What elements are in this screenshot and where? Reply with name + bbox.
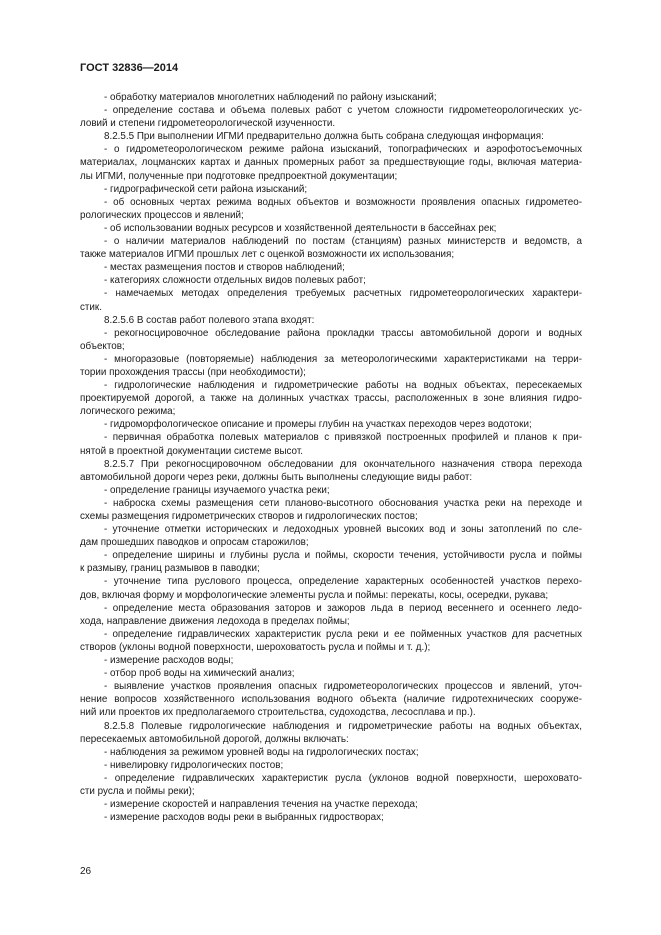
text-line: - первичная обработка полевых материалов с привязкой построенных профилей и планов к при- [104, 432, 582, 444]
text-line: логического режима; [80, 406, 176, 418]
text-line: также материалов ИГМИ прошлых лет с оценкой возможности их использования; [80, 249, 455, 261]
text-line: пересекаемых автомобильной дорогой, должны включать: [80, 733, 349, 745]
text-line: объектов; [80, 340, 125, 352]
text-line: - о гидрометеорологическом режиме района изысканий, топографических и аэрофотосъемочных [104, 144, 582, 156]
document-header: ГОСТ 32836—2014 [80, 62, 179, 74]
text-line: - наблюдения за режимом уровней воды на гидрологических постах; [104, 746, 419, 758]
text-line: - об основных чертах режима водных объектов и возможности проявления опасных гидрометео- [104, 196, 582, 208]
text-line: - нивелировку гидрологических постов; [104, 759, 284, 771]
text-line: - определение границы изучаемого участка реки; [104, 484, 330, 496]
text-line: - измерение расходов воды; [104, 655, 234, 667]
text-line: сти русла и поймы реки); [80, 785, 195, 797]
text-line: автомобильной дороги через реки, должны быть выполнены следующие виды работ: [80, 471, 473, 483]
text-line: - об использовании водных ресурсов и хозяйственной деятельности в бассейнах рек; [104, 222, 497, 234]
text-line: - измерение скоростей и направления течения на участке перехода; [104, 799, 418, 811]
text-line: - измерение расходов воды реки в выбранных гидростворах; [104, 812, 384, 824]
text-line: - уточнение типа руслового процесса, определение характерных особенностей участков перехо- [104, 576, 582, 588]
text-line: 8.2.5.5 При выполнении ИГМИ предварительно должна быть собрана следующая информация: [104, 131, 544, 143]
text-line: тории прохождения трассы (при необходимости); [80, 366, 306, 378]
text-line: 8.2.5.6 В состав работ полевого этапа входят: [104, 314, 315, 326]
text-line: - определение ширины и глубины русла и поймы, скорости течения, устойчивости русла и поймы [104, 550, 582, 562]
text-line: створов (уклоны водной поверхности, шероховатость русла и поймы и т. д.); [80, 641, 431, 653]
text-line: материалах, лоцманских картах и данных промерных работ за предшествующие годы, включая материа- [80, 157, 582, 169]
text-line: схемы размещения гидрометрических створов и гидрологических постов; [80, 511, 418, 522]
text-line: - определение состава и объема полевых работ с учетом сложности гидрометеорологических ус- [104, 105, 582, 117]
text-line: - определение гидравлических характеристик русла реки и ее пойменных участков для расчетных [104, 628, 582, 640]
text-line: - о наличии материалов наблюдений по постам (станциям) разных министерств и ведомств, а [104, 236, 582, 248]
text-line: - многоразовые (повторяемые) наблюдения за метеорологическими характеристиками на терри- [104, 353, 582, 365]
text-line: - уточнение отметки исторических и ледоходных уровней высоких вод и зоны затоплений по сле- [104, 524, 582, 536]
text-line: стик. [80, 301, 102, 313]
text-line: - гидрографической сети района изысканий; [104, 183, 308, 195]
text-line: - гидроморфологическое описание и промеры глубин на участках переходов через водотоки; [104, 419, 532, 431]
text-line: - рекогносцировочное обследование района прокладки трассы автомобильной дороги и водных [104, 327, 582, 339]
text-line: - обработку материалов многолетних наблюдений по району изысканий; [104, 92, 437, 103]
text-line: нятой в проектной документации системе высот. [80, 445, 303, 457]
text-line: - определение места образования заторов и зажоров льда в период весеннего и осеннего ледо- [104, 602, 582, 614]
text-line: дов, включая форму и морфологические элементы русла и поймы: перекаты, косы, осередки, рукава; [80, 589, 549, 601]
text-line: - выявление участков проявления опасных гидрометеорологических процессов и явлений, уточ- [104, 681, 582, 693]
page-number: 26 [80, 866, 92, 877]
text-line: - гидрологические наблюдения и гидрометрические работы на водных объектах, пересекаемых [104, 380, 582, 392]
text-line: - местах размещения постов и створов наблюдений; [104, 262, 345, 274]
text-line: ний или проектов их предполагаемого строительства, судоходства, лесосплава и пр.). [80, 707, 476, 719]
text-line: - наброска схемы размещения сети планово-высотного обоснования участка реки на переходе и [104, 497, 582, 509]
text-line: рологических процессов и явлений; [80, 209, 244, 221]
text-line: к размыву, границ размывов в паводки; [80, 563, 260, 575]
text-line: - отбор проб воды на химический анализ; [104, 668, 295, 680]
text-line: - намечаемых методах определения требуемых расчетных гидрометеорологических характери- [104, 288, 582, 300]
text-line: - категориях сложности отдельных видов полевых работ; [104, 275, 366, 287]
document-body [80, 91, 582, 824]
text-line: ловий и степени гидрометеорологической изученности. [80, 118, 336, 130]
text-line: хода, направление движения ледохода в пределах поймы; [80, 615, 350, 627]
text-line: нение вопросов хозяйственного использования водного объекта (наличие гидротехнических сооруже- [80, 694, 582, 706]
text-line: лы ИГМИ, полученные при подготовке предпроектной документации; [80, 170, 398, 182]
text-line: 8.2.5.7 При рекогносцировочном обследовании для окончательного назначения створа перехода [104, 458, 582, 470]
text-line: дам прошедших паводков и опросам старожилов; [80, 537, 309, 549]
text-line: - определение гидравлических характеристик русла (уклонов водной поверхности, шероховато- [104, 772, 582, 784]
text-line: проектируемой дорогой, а также на долинных участках трассы, расположенных в зоне влияния гидро- [80, 393, 582, 405]
text-line: 8.2.5.8 Полевые гидрологические наблюдения и гидрометрические работы на водных объектах, [104, 720, 582, 732]
